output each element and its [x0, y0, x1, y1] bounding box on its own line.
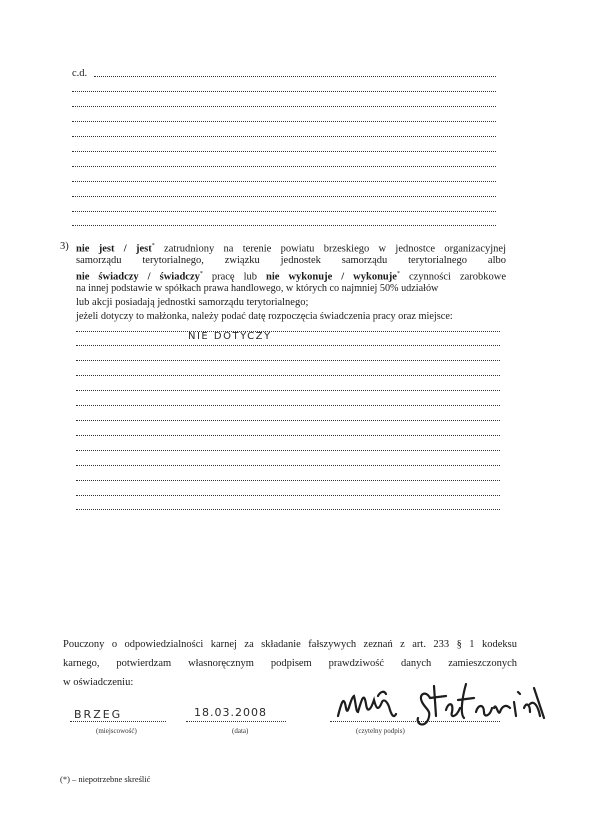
dotted-line: [72, 181, 496, 182]
statement-line3: w oświadczeniu:: [63, 677, 134, 688]
dotted-line: [72, 225, 496, 226]
place-caption: (miejscowość): [96, 727, 137, 735]
item3-line2: samorządu terytorialnego, związku jednostek samorządu terytorialnego albo: [76, 255, 506, 266]
dotted-line: [72, 136, 496, 137]
dotted-line: [76, 360, 500, 361]
dotted-line: [76, 450, 500, 451]
statement-line2: karnego, potwierdzam własnoręcznym podpisem prawdziwość danych zamieszczonych: [63, 658, 517, 669]
item3-text: czynności zarobkowe: [399, 271, 507, 283]
dotted-line: [72, 166, 496, 167]
bold-phrase: nie świadczy / świadczy: [76, 271, 200, 283]
bold-phrase: nie wykonuje / wykonuje: [266, 271, 397, 283]
dotted-line: [72, 196, 496, 197]
asterisk: *: [151, 243, 155, 249]
dotted-line: [94, 76, 496, 77]
dotted-line: [72, 211, 496, 212]
dotted-line: [76, 390, 500, 391]
dotted-line: [76, 405, 500, 406]
date-caption: (data): [232, 727, 249, 735]
bold-phrase: nie jest / jest: [76, 243, 152, 255]
asterisk: *: [396, 271, 400, 277]
item-number: 3): [60, 241, 69, 252]
cd-label: c.d.: [72, 68, 88, 79]
dotted-line: [76, 435, 500, 436]
statement-line1: Pouczony o odpowiedzialności karnej za składanie fałszywych zeznań z art. 233 § 1 kodeksu: [63, 639, 517, 650]
place-handwritten: BRZEG: [74, 708, 123, 721]
handwritten-answer: NIE DOTYCZY: [188, 331, 272, 342]
footnote: (*) – niepotrzebne skreślić: [60, 774, 151, 784]
signature-caption: (czytelny podpis): [356, 727, 405, 735]
dotted-line: [76, 345, 500, 346]
item3-line5: lub akcji posiadają jednostki samorządu terytorialnego;: [76, 297, 309, 308]
asterisk: *: [199, 271, 203, 277]
date-handwritten: 18.03.2008: [194, 706, 267, 719]
item3-text: zatrudniony na terenie powiatu brzeskiego w jednostce organizacyjnej: [154, 243, 506, 255]
date-line: [186, 721, 286, 722]
dotted-line: [72, 106, 496, 107]
dotted-line: [72, 151, 496, 152]
dotted-line: [76, 495, 500, 496]
item3-line4: na innej podstawie w spółkach prawa handlowego, w których co najmniej 50% udziałów: [76, 283, 439, 294]
dotted-line: [76, 480, 500, 481]
place-line: [70, 721, 166, 722]
item3-text: pracę lub: [202, 271, 267, 283]
dotted-line: [76, 420, 500, 421]
dotted-line: [76, 375, 500, 376]
item3-line6: jeżeli dotyczy to małżonka, należy podać datę rozpoczęcia świadczenia pracy oraz miejsce:: [76, 311, 453, 322]
dotted-line: [76, 509, 500, 510]
dotted-line: [76, 331, 500, 332]
dotted-line: [72, 91, 496, 92]
dotted-line: [72, 121, 496, 122]
dotted-line: [76, 465, 500, 466]
